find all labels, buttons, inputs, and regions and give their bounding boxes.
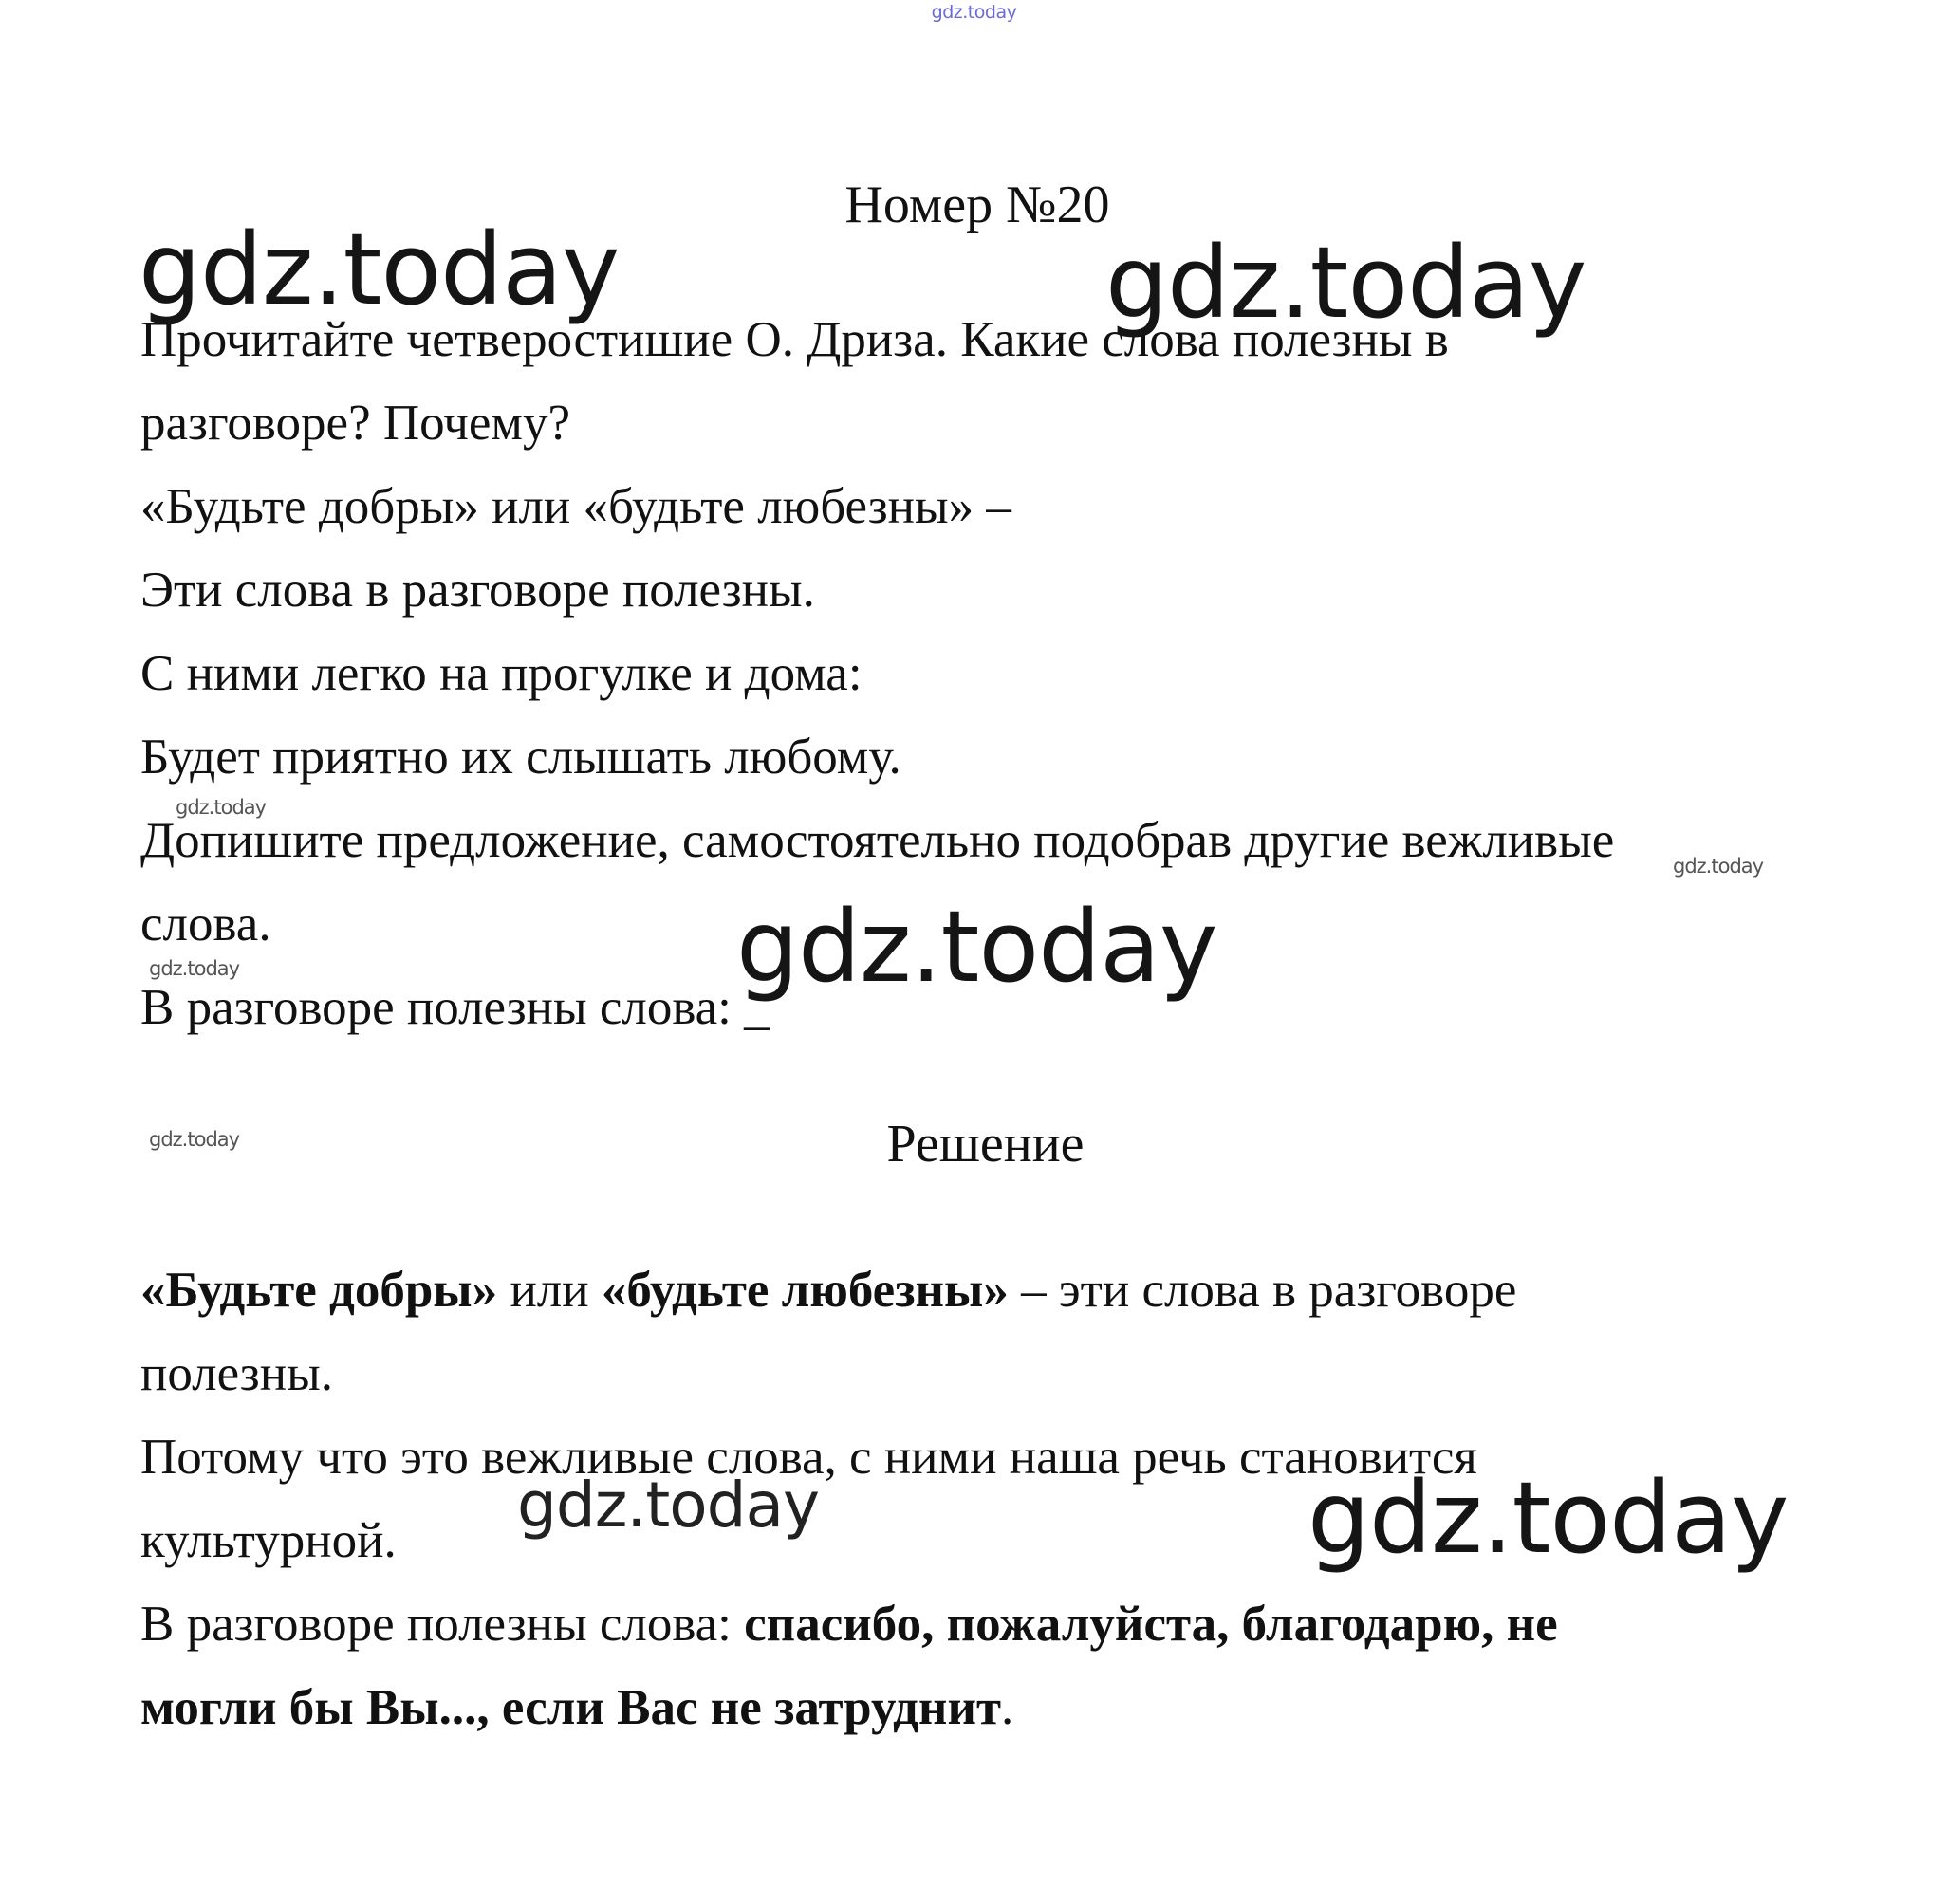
poem-line: Будет приятно их слышать любому. — [140, 730, 901, 785]
watermark: gdz.today — [736, 889, 1217, 1005]
task-line: В разговоре полезны слова: _ — [140, 980, 770, 1035]
solution-line: Потому что это вежливые слова, с ними наша речь становится — [140, 1430, 1477, 1485]
solution-title: Решение — [886, 1115, 1085, 1174]
task-line: разговоре? Почему? — [140, 396, 570, 451]
bold-phrase: могли бы Вы..., если Вас не затруднит — [140, 1680, 1002, 1735]
solution-line: полезны. — [140, 1346, 333, 1401]
watermark: gdz.today — [1105, 225, 1586, 341]
watermark: gdz.today — [1673, 855, 1764, 878]
plain-text: . — [1001, 1680, 1014, 1735]
solution-line — [140, 1582, 1877, 1666]
task-line: слова. — [140, 897, 271, 952]
poem-line: С ними легко на прогулке и дома: — [140, 646, 863, 701]
plain-text: или — [497, 1263, 602, 1318]
top-watermark: gdz.today — [931, 2, 1017, 23]
page-title: Номер №20 — [844, 176, 1110, 234]
watermark: gdz.today — [149, 1128, 240, 1151]
solution-line — [140, 1248, 1877, 1332]
watermark: gdz.today — [1308, 1460, 1789, 1576]
watermark: gdz.today — [149, 957, 240, 980]
poem-line: «Будьте добры» или «будьте любезны» – — [140, 479, 1011, 534]
poem-line: Эти слова в разговоре полезны. — [140, 563, 815, 618]
plain-text: В разговоре полезны слова: — [140, 1597, 745, 1652]
bold-phrase: «Будьте добры» — [140, 1263, 498, 1318]
task-line: Допишите предложение, самостоятельно подобрав другие вежливые — [140, 813, 1615, 868]
task-line: Прочитайте четверостишие О. Дриза. Какие слова полезны в — [140, 312, 1449, 367]
bold-phrase: «будьте любезны» — [601, 1263, 1009, 1318]
watermark: gdz.today — [139, 212, 620, 327]
bold-phrase: спасибо, пожалуйста, благодарю, не — [744, 1597, 1558, 1652]
solution-line: культурной. — [140, 1513, 397, 1568]
watermark: gdz.today — [176, 796, 267, 819]
watermark: gdz.today — [517, 1469, 820, 1542]
solution-line — [140, 1666, 1877, 1749]
plain-text: – эти слова в разговоре — [1008, 1263, 1517, 1318]
